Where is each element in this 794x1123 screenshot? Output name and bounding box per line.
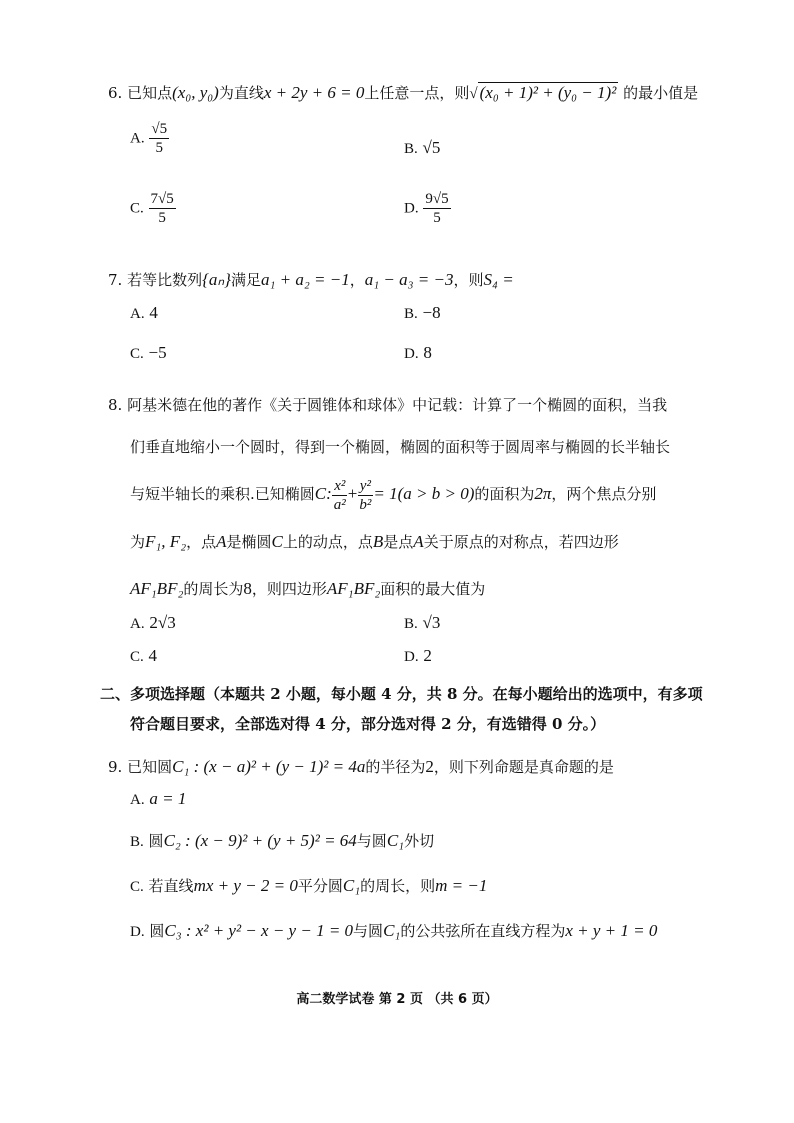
- section-2-heading: 二、多项选择题（本题共 2 小题，每小题 4 分，共 8 分。在每小题给出的选项中，有多项: [100, 685, 703, 703]
- question-7-stem: 7. 若等比数列{aₙ}满足a₁ + a₂ = −1，a₁ − a₃ = −3，则S₄ =: [108, 270, 514, 289]
- q7-option-a[interactable]: A. 4: [130, 303, 158, 322]
- question-8-line-3: 与短半轴长的乘积.已知椭圆C: $\frac{\text{x²}}{\text{a²}}$ + $\frac{\text{y²}}{\text{b²}}$ = 1(a > b > 0)的面积为2π，两个焦点分别: [130, 477, 657, 513]
- section-2-heading-cont: 符合题目要求，全部选对得 4 分，部分选对得 2 分，有选错得 0 分。）: [130, 715, 606, 733]
- q6-option-a[interactable]: A. $\frac{√5}{5}$: [130, 121, 168, 156]
- fraction: $\frac{9√5}{5}$: [425, 191, 449, 226]
- q9-option-c[interactable]: C. 若直线mx + y − 2 = 0平分圆C₁的周长，则m = −1: [130, 876, 488, 895]
- question-8-line-2: 们垂直地缩小一个圆时，得到一个椭圆，椭圆的面积等于圆周率与椭圆的长半轴长: [130, 438, 671, 456]
- q8-option-b[interactable]: B. √3: [404, 613, 441, 632]
- q8-option-a[interactable]: A. 2√3: [130, 613, 176, 632]
- fraction: $\frac{7√5}{5}$: [150, 191, 174, 226]
- q7-option-d[interactable]: D. 8: [404, 343, 432, 362]
- q9-option-b[interactable]: B. 圆C₂ : (x − 9)² + (y + 5)² = 64与圆C₁外切: [130, 831, 435, 850]
- question-number: 8.: [108, 396, 123, 414]
- q8-option-d[interactable]: D. 2: [404, 646, 432, 665]
- question-number: 6.: [108, 84, 123, 102]
- fraction: $\frac{√5}{5}$: [151, 121, 168, 156]
- q9-option-d[interactable]: D. 圆C₃ : x² + y² − x − y − 1 = 0与圆C₁的公共弦所在直线方程为x + y + 1 = 0: [130, 921, 658, 940]
- sqrt-icon: √: [469, 86, 478, 102]
- q6-option-d[interactable]: D. $\frac{9√5}{5}$: [404, 191, 449, 226]
- q6-option-c[interactable]: C. $\frac{7√5}{5}$: [130, 191, 174, 226]
- question-8-line-1: 8. 阿基米德在他的著作《关于圆锥体和球体》中记载：计算了一个椭圆的面积，当我: [108, 396, 668, 414]
- q8-option-c[interactable]: C. 4: [130, 646, 158, 665]
- question-9-stem: 9. 已知圆C₁ : (x − a)² + (y − 1)² = 4a的半径为2，则下列命题是真命题的是: [108, 757, 614, 776]
- fraction: $\frac{\text{y²}}{\text{b²}}$: [359, 477, 372, 513]
- q9-option-a[interactable]: A. a = 1: [130, 789, 187, 808]
- question-number: 9.: [108, 758, 123, 776]
- page-footer: 高二数学试卷 第 2 页 （共 6 页）: [296, 992, 498, 1007]
- question-8-line-5: AF₁BF₂的周长为8，则四边形AF₁BF₂面积的最大值为: [130, 579, 486, 598]
- question-number: 7.: [108, 271, 123, 289]
- q7-option-c[interactable]: C. −5: [130, 343, 167, 362]
- question-6-stem: 6. 已知点(x₀, y₀)为直线x + 2y + 6 = 0上任意一点，则√ (x₀ + 1)² + (y₀ − 1)² 的最小值是: [108, 83, 699, 102]
- q6-option-b[interactable]: B. √5: [404, 138, 441, 157]
- fraction: $\frac{\text{x²}}{\text{a²}}$: [333, 477, 346, 513]
- q7-option-b[interactable]: B. −8: [404, 303, 441, 322]
- question-8-line-4: 为F₁, F₂，点A是椭圆C上的动点，点B是点A关于原点的对称点，若四边形: [130, 532, 619, 551]
